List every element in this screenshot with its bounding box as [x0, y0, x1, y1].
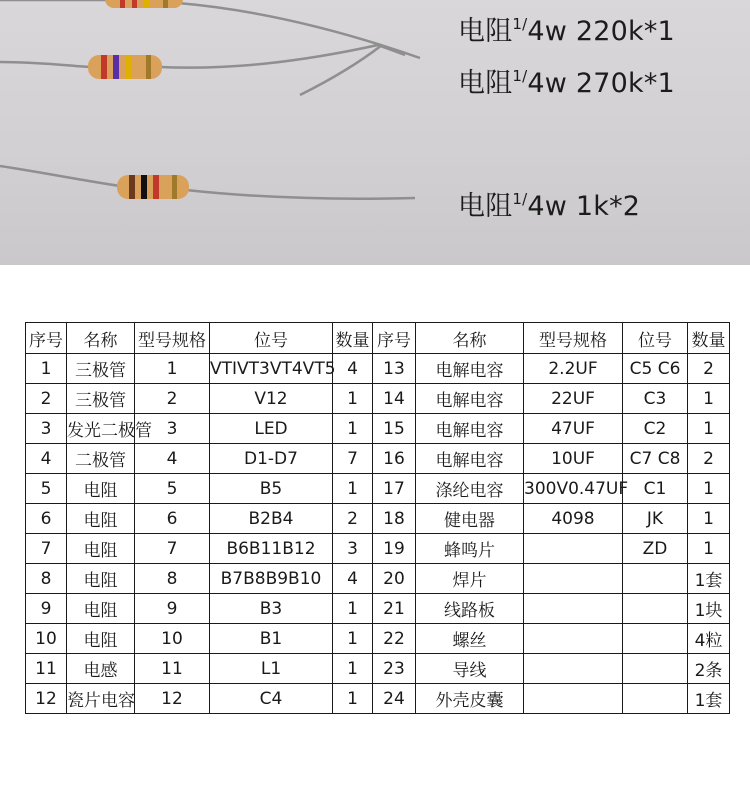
cell-model [524, 624, 623, 654]
caption-fraction: 1/ [512, 67, 528, 85]
cell-index: 1 [26, 354, 67, 384]
header-model: 型号规格 [135, 323, 210, 354]
cell-position: C2 [623, 414, 688, 444]
cell-position: LED [210, 414, 333, 444]
table-body [26, 354, 730, 714]
table-row [26, 534, 730, 564]
table-header-row [26, 323, 730, 354]
cell-name: 线路板 [416, 594, 524, 624]
cell-position [623, 594, 688, 624]
cell-quantity: 4 [333, 564, 373, 594]
cell-index: 5 [26, 474, 67, 504]
cell-model: 9 [135, 594, 210, 624]
header-index: 序号 [26, 323, 67, 354]
cell-quantity: 1 [688, 414, 730, 444]
cell-quantity: 3 [333, 534, 373, 564]
cell-index: 21 [373, 594, 416, 624]
cell-index: 14 [373, 384, 416, 414]
cell-model: 8 [135, 564, 210, 594]
caption-resistor-220k [458, 9, 675, 48]
cell-index: 8 [26, 564, 67, 594]
cell-position: C5 C6 [623, 354, 688, 384]
cell-model: 3 [135, 414, 210, 444]
cell-model: 7 [135, 534, 210, 564]
resistor-1k [0, 166, 415, 199]
cell-position [623, 684, 688, 714]
caption-prefix: 电阻 [458, 16, 513, 47]
table-row [26, 384, 730, 414]
table-row [26, 474, 730, 504]
cell-model [524, 684, 623, 714]
cell-index: 6 [26, 504, 67, 534]
cell-model: 300V0.47UF [524, 474, 623, 504]
cell-quantity: 1 [688, 384, 730, 414]
caption-resistor-1k [458, 184, 640, 223]
cell-quantity: 2 [333, 504, 373, 534]
cell-quantity: 4粒 [688, 624, 730, 654]
cell-position: B5 [210, 474, 333, 504]
cell-quantity: 1 [333, 414, 373, 444]
header-position: 位号 [623, 323, 688, 354]
caption-spec: 4w 270k*1 [527, 68, 675, 99]
header-quantity: 数量 [333, 323, 373, 354]
parts-list-table [25, 322, 730, 714]
cell-model: 2.2UF [524, 354, 623, 384]
cell-name: 导线 [416, 654, 524, 684]
cell-quantity: 2 [688, 354, 730, 384]
cell-quantity: 2 [688, 444, 730, 474]
cell-position: B6B11B12 [210, 534, 333, 564]
table-row [26, 354, 730, 384]
cell-name: 电阻 [67, 624, 135, 654]
cell-model: 5 [135, 474, 210, 504]
cell-index: 15 [373, 414, 416, 444]
cell-model: 22UF [524, 384, 623, 414]
cell-index: 4 [26, 444, 67, 474]
cell-index: 13 [373, 354, 416, 384]
caption-fraction: 1/ [512, 190, 528, 208]
resistor-photo [0, 0, 750, 265]
cell-model [524, 564, 623, 594]
caption-spec: 4w 220k*1 [527, 16, 675, 47]
cell-position: B7B8B9B10 [210, 564, 333, 594]
cell-model: 11 [135, 654, 210, 684]
header-model: 型号规格 [524, 323, 623, 354]
caption-prefix: 电阻 [458, 68, 513, 99]
cell-name: 健电器 [416, 504, 524, 534]
cell-name: 蜂鸣片 [416, 534, 524, 564]
cell-index: 3 [26, 414, 67, 444]
cell-quantity: 1 [688, 474, 730, 504]
cell-name: 外壳皮囊 [416, 684, 524, 714]
caption-resistor-270k [458, 61, 675, 100]
cell-model: 47UF [524, 414, 623, 444]
cell-index: 20 [373, 564, 416, 594]
cell-quantity: 1 [333, 624, 373, 654]
cell-model: 1 [135, 354, 210, 384]
cell-model: 4 [135, 444, 210, 474]
cell-quantity: 1 [688, 504, 730, 534]
cell-index: 12 [26, 684, 67, 714]
cell-name: 焊片 [416, 564, 524, 594]
header-name: 名称 [67, 323, 135, 354]
cell-position: C3 [623, 384, 688, 414]
cell-position: C4 [210, 684, 333, 714]
cell-position: JK [623, 504, 688, 534]
resistor-270k [0, 45, 405, 95]
cell-index: 10 [26, 624, 67, 654]
cell-position: B2B4 [210, 504, 333, 534]
cell-name: 螺丝 [416, 624, 524, 654]
header-quantity: 数量 [688, 323, 730, 354]
cell-position: VTIVT3VT4VT5 [210, 354, 333, 384]
cell-model [524, 594, 623, 624]
cell-name: 涤纶电容 [416, 474, 524, 504]
cell-quantity: 1 [333, 684, 373, 714]
cell-name: 瓷片电容 [67, 684, 135, 714]
cell-index: 17 [373, 474, 416, 504]
cell-quantity: 7 [333, 444, 373, 474]
cell-position [623, 624, 688, 654]
cell-model: 10UF [524, 444, 623, 474]
cell-model: 4098 [524, 504, 623, 534]
cell-quantity: 1块 [688, 594, 730, 624]
table-row [26, 594, 730, 624]
cell-index: 2 [26, 384, 67, 414]
cell-position: C1 [623, 474, 688, 504]
cell-index: 24 [373, 684, 416, 714]
cell-name: 电阻 [67, 564, 135, 594]
cell-position: V12 [210, 384, 333, 414]
cell-quantity: 1 [333, 654, 373, 684]
cell-name: 电解电容 [416, 414, 524, 444]
cell-name: 电阻 [67, 534, 135, 564]
cell-name: 电阻 [67, 474, 135, 504]
cell-quantity: 1 [333, 474, 373, 504]
cell-index: 22 [373, 624, 416, 654]
table-row [26, 684, 730, 714]
cell-index: 19 [373, 534, 416, 564]
cell-model: 10 [135, 624, 210, 654]
header-index: 序号 [373, 323, 416, 354]
cell-quantity: 1 [333, 594, 373, 624]
cell-name: 电解电容 [416, 384, 524, 414]
cell-name: 电解电容 [416, 354, 524, 384]
cell-quantity: 1 [333, 384, 373, 414]
cell-model: 2 [135, 384, 210, 414]
cell-index: 9 [26, 594, 67, 624]
cell-position: ZD [623, 534, 688, 564]
table-row [26, 504, 730, 534]
cell-name: 电阻 [67, 594, 135, 624]
cell-position: B3 [210, 594, 333, 624]
cell-name: 三极管 [67, 354, 135, 384]
table-row [26, 414, 730, 444]
cell-name: 二极管 [67, 444, 135, 474]
cell-position: B1 [210, 624, 333, 654]
table-row [26, 444, 730, 474]
cell-quantity: 1套 [688, 564, 730, 594]
table-row [26, 654, 730, 684]
caption-fraction: 1/ [512, 15, 528, 33]
cell-model: 12 [135, 684, 210, 714]
cell-index: 23 [373, 654, 416, 684]
cell-model: 6 [135, 504, 210, 534]
cell-model [524, 534, 623, 564]
cell-name: 电感 [67, 654, 135, 684]
cell-model [524, 654, 623, 684]
table-row [26, 564, 730, 594]
caption-prefix: 电阻 [458, 191, 513, 222]
caption-spec: 4w 1k*2 [527, 191, 641, 222]
cell-position [623, 654, 688, 684]
cell-quantity: 2条 [688, 654, 730, 684]
cell-name: 电阻 [67, 504, 135, 534]
cell-position: D1-D7 [210, 444, 333, 474]
table-row [26, 624, 730, 654]
cell-quantity: 1套 [688, 684, 730, 714]
cell-position: C7 C8 [623, 444, 688, 474]
header-position: 位号 [210, 323, 333, 354]
cell-name: 发光二极管 [67, 414, 135, 444]
cell-index: 18 [373, 504, 416, 534]
cell-index: 7 [26, 534, 67, 564]
cell-position: L1 [210, 654, 333, 684]
cell-index: 11 [26, 654, 67, 684]
cell-quantity: 1 [688, 534, 730, 564]
cell-index: 16 [373, 444, 416, 474]
cell-quantity: 4 [333, 354, 373, 384]
cell-position [623, 564, 688, 594]
header-name: 名称 [416, 323, 524, 354]
cell-name: 三极管 [67, 384, 135, 414]
cell-name: 电解电容 [416, 444, 524, 474]
